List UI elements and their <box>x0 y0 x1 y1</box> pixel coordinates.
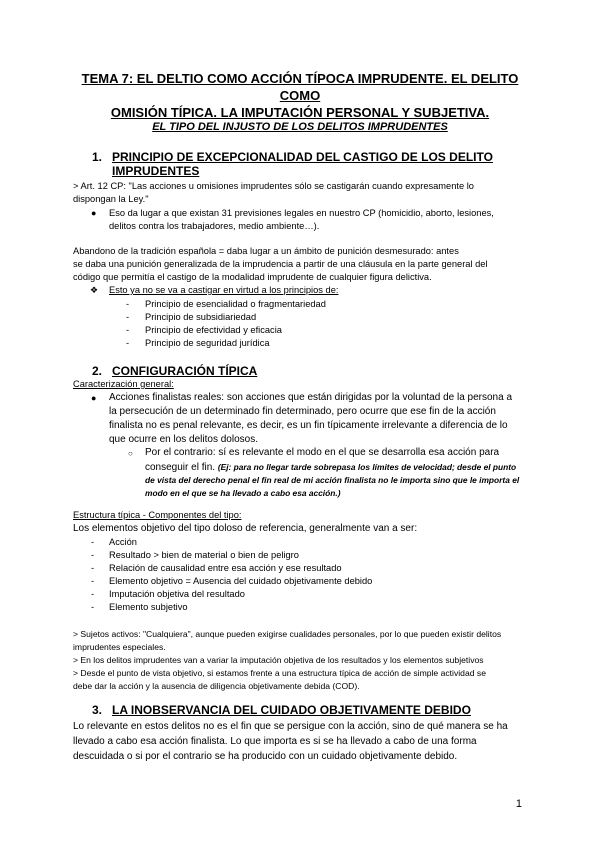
circle-bullet-icon: ○ <box>128 449 133 458</box>
paragraph-line-1: Abandono de la tradición española = daba lugar a un ámbito de punición desmesurado: antes <box>73 246 459 256</box>
bullet-text-line-1: Eso da lugar a que existan 31 previsiones legales en nuestro CP (homicidio, aborto, lesiones, <box>109 208 494 218</box>
elemento-item: Resultado > bien de material o bien de peligro <box>109 550 299 560</box>
dash-icon: - <box>126 338 130 348</box>
paragraph-line-1: Lo relevante en estos delitos no es el fin que se persigue con la acción, sino de qué manera se ha <box>73 721 508 732</box>
note-line: > Desde el punto de vista objetivo, si estamos frente a una estructura típica de acción de simple actividad se <box>73 668 486 678</box>
note-line: > En los delitos imprudentes van a variar la imputación objetiva de los resultados y los elementos subjetivos <box>73 655 484 665</box>
elemento-item: Imputación objetiva del resultado <box>109 589 245 599</box>
elemento-item: Relación de causalidad entre esa acción y ese resultado <box>109 563 342 573</box>
dash-icon: - <box>126 312 130 322</box>
sub-bullet-line-4: modo en el que se ha llevado a cabo esa acción.) <box>145 488 341 498</box>
paragraph-line-3: código que permitía el castigo de la modalidad imprudente de cualquier figura delictiva. <box>73 272 432 282</box>
sub-bullet-line-1: Por el contrario: sí es relevante el modo en el que se desarrolla esa acción para <box>145 447 500 458</box>
paragraph-line-3: descuidada o si por el contrario se ha producido con un cuidado objetivamente debido. <box>73 751 458 762</box>
section-subtitle: EL TIPO DEL INJUSTO DE LOS DELITOS IMPRUDENTES <box>152 121 448 133</box>
principles-intro: Esto ya no se va a castigar en virtud a los principios de: <box>109 285 339 295</box>
dash-icon: - <box>91 602 95 612</box>
paragraph-line-2: se daba una punición generalizada de la imprudencia a partir de una cláusula en la parte general del <box>73 259 488 269</box>
bullet-text-line-3: finalista no es penal relevante, es decir, es un fin típicamente irrelevante a diferencia de lo <box>109 420 508 431</box>
bullet-text-line-1: Acciones finalistas reales: son acciones que están dirigidas por la voluntad de la persona a <box>109 392 513 403</box>
dash-icon: - <box>91 563 95 573</box>
note-line: imprudentes especiales. <box>73 642 166 652</box>
sub-bullet-line-2: conseguir el fin. (Ej: para no llegar tarde sobrepasa los límites de velocidad; desde el punto <box>145 462 517 473</box>
elemento-item: Elemento subjetivo <box>109 602 188 612</box>
bullet-text-line-2: delitos contra los trabajadores, medio ambiente…). <box>109 221 320 231</box>
elemento-item: Elemento objetivo = Ausencia del cuidado objetivamente debido <box>109 576 373 586</box>
estructura-label: Estructura típica - Componentes del tipo: <box>73 510 242 520</box>
dash-icon: - <box>91 576 95 586</box>
document-title: TEMA 7: EL DELTIO COMO ACCIÓN TÍPOCA IMPRUDENTE. EL DELITO COMO OMISIÓN TÍPICA. LA IMPUTACIÓN PERSONAL Y SUBJETIVA. <box>81 71 519 120</box>
note-line: > Sujetos activos: "Cualquiera", aunque pueden exigirse cualidades personales, por lo que pueden existir delitos <box>73 629 502 639</box>
principle-item: Principio de efectividad y eficacia <box>145 325 282 335</box>
principle-item: Principio de esencialidad o fragmentariedad <box>145 299 326 309</box>
principle-item: Principio de seguridad jurídica <box>145 338 270 348</box>
dash-icon: - <box>91 550 95 560</box>
bullet-dot: ● <box>91 393 97 403</box>
dash-icon: - <box>126 325 130 335</box>
paragraph-line-2: llevado a cabo esa acción finalista. Lo que importa es si se ha llevado a cabo de una forma <box>73 736 477 747</box>
principle-item: Principio de subsidiariedad <box>145 312 257 322</box>
note-line: debe dar la acción y la ausencia de diligencia objetivamente debida (COD). <box>73 681 360 691</box>
bullet-text-line-4: que ocurre en los delitos dolosos. <box>109 434 258 445</box>
dash-icon: - <box>91 537 95 547</box>
elementos-intro: Los elementos objetivo del tipo doloso de referencia, generalmente van a ser: <box>73 523 418 534</box>
page-number: 1 <box>515 798 522 810</box>
sub-bullet-line-3: de vista del derecho penal el fin real de mi acción finalista no le importa sino que le importa el <box>145 475 520 485</box>
bullet-dot: ● <box>91 208 97 218</box>
article-quote-line-1: > Art. 12 CP: "Las acciones u omisiones imprudentes sólo se castigarán cuando expresamente lo <box>73 181 474 191</box>
article-quote-line-2: dispongan la Ley." <box>73 194 149 204</box>
elemento-item: Acción <box>109 537 137 547</box>
dash-icon: - <box>91 589 95 599</box>
document-page: TEMA 7: EL DELTIO COMO ACCIÓN TÍPOCA IMPRUDENTE. EL DELITO COMO OMISIÓN TÍPICA. LA IMPUTACIÓN PERSONAL Y SUBJETIVA. EL TIPO DEL INJUSTO DE LOS DELITOS IMPRUDENTES 1. PRINCIPIO DE EXCEPCIONALIDAD DEL CASTIGO DE LOS DELITO IMPRUDENTES > Art. 12 CP: "Las acciones u omisiones imprudentes sólo se castigarán cuando expresamente lo dispongan la Ley." ● Eso da lugar a que existan 31 previsiones legales en nuestro CP (homicidio, aborto, lesiones, delitos contra los trabajadores, medio ambiente…). Abandono de la tradición española = daba lugar a un ámbito de punición desmesurado: antes se daba una punición generalizada de la imprudencia a partir de una cláusula en la parte general del código que permitía el castigo de la modalidad imprudente de cualquier figura delictiva. ❖ Esto ya no se va a castigar en virtud a los principios de: - Principio de esencialidad o fragmentariedad - Principio de subsidiariedad - Principio de efectividad y eficacia - Principio de seguridad jurídica 2. CONFIGURACIÓN TÍPICA Caracterización general: ● Acciones finalistas reales: son acciones que están dirigidas por la voluntad de la persona a la persecución de un determinado fin determinado, pero ocurre que ese fin de la acción finalista no es penal relevante, es decir, es un fin típicamente irrelevante a diferencia de lo que ocurre en los delitos dolosos. ○ Por el contrario: sí es relevante el modo en el que se desarrolla esa acción para conseguir el fin. (Ej: para no llegar tarde sobrepasa los límites de velocidad; desde el punto de vista del derecho penal el fin real de mi acción finalista no le importa sino que le importa el modo en el que se ha llevado a cabo esa acción.) Estructura típica - Componentes del tipo: Los elementos objetivo del tipo doloso de referencia, generalmente van a ser: - Acción - Resultado > bien de material o bien de peligro - Relación de causalidad entre esa acción y ese resultado - Elemento objetivo = Ausencia del cuidado objetivamente debido - Imputación objetiva del resultado - Elemento subjetivo > Sujetos activos: "Cualquiera", aunque pueden exigirse cualidades personales, por lo que pueden existir delitos imprudentes especiales. > En los delitos imprudentes van a variar la imputación objetiva de los resultados y los elementos subjetivos > Desde el punto de vista objetivo, si estamos frente a una estructura típica de acción de simple actividad se debe dar la acción y la ausencia de diligencia objetivamente debida (COD). 3. LA INOBSERVANCIA DEL CUIDADO OBJETIVAMENTE DEBIDO Lo relevante en estos delitos no es el fin que se persigue con la acción, sino de qué manera se ha llevado a cabo esa acción finalista. Lo que importa es si se ha llevado a cabo de una forma descuidada o si por el contrario se ha producido con un cuidado objetivamente debido. 1 <box>0 0 600 848</box>
bullet-text-line-2: la persecución de un determinado fin determinado, pero ocurre que ese fin de la acción <box>109 406 496 417</box>
caracterizacion-label: Caracterización general: <box>73 379 174 389</box>
dash-icon: - <box>126 299 130 309</box>
diamond-bullet-icon: ❖ <box>90 285 99 295</box>
